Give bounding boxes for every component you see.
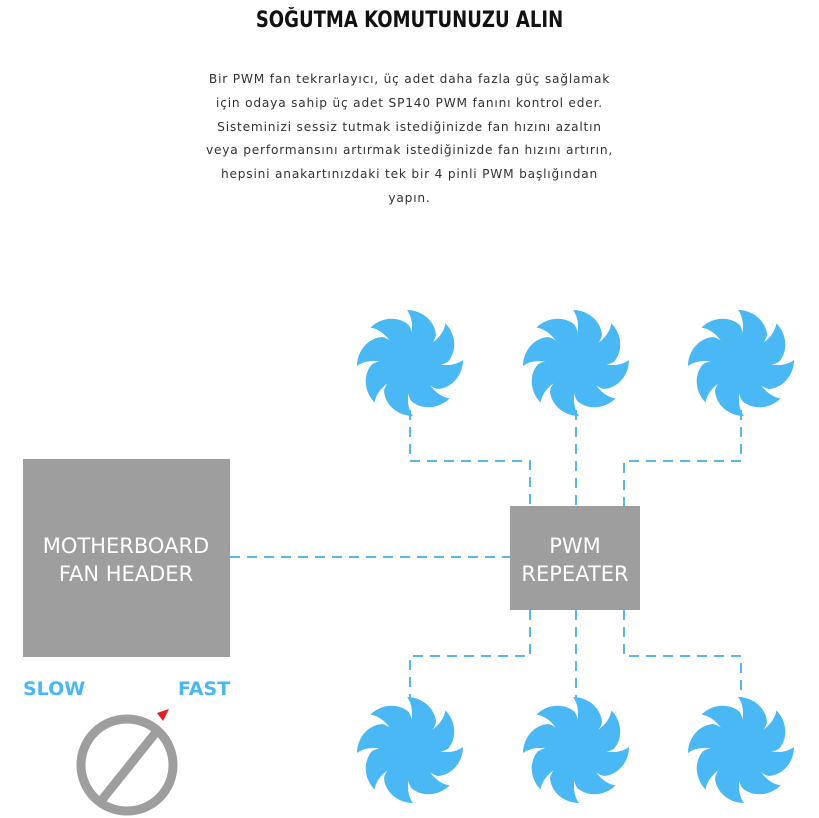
description-line: yapın. [388,190,431,205]
connectors [230,410,741,700]
fan-top-center-icon [520,307,632,419]
fan-top-right-icon [685,307,797,419]
motherboard-fan-header-box [23,459,230,657]
connector-top-left [410,410,530,506]
description-line: veya performansını artırmak istediğinizde fan hızını artırın, [205,143,614,158]
description-line: için odaya sahip üç adet SP140 PWM fanını kontrol eder. [216,95,603,110]
knob-indicator-icon [157,709,169,721]
description-line: Bir PWM fan tekrarlayıcı, üç adet daha fazla güç sağlamak [208,72,611,86]
connector-bottom-right [624,610,741,700]
repeater-label-line1: PWM [549,534,601,558]
repeater-label-line2: REPEATER [521,562,629,586]
fan-bottom-right-icon [685,694,797,806]
motherboard-label-line1: MOTHERBOARD [42,534,210,558]
fan-bottom-left-icon [354,694,466,806]
slow-label: SLOW [23,678,86,700]
fan-top-left-icon [354,307,466,419]
description-line: Sisteminizi sessiz tutmak istediğinizde fan hızını azaltın [217,119,602,134]
connector-top-right [624,410,741,506]
motherboard-label-line2: FAN HEADER [58,562,194,586]
pwm-repeater-box [510,506,640,610]
connector-bottom-left [410,610,530,700]
description-line: hepsini anakartınızdaki tek bir 4 pinli PWM başlığından [220,167,599,182]
speed-knob-icon [81,709,173,811]
fast-label: FAST [178,678,231,700]
page-title: SOĞUTMA KOMUTUNUZU ALIN [255,8,564,33]
fan-bottom-center-icon [520,694,632,806]
